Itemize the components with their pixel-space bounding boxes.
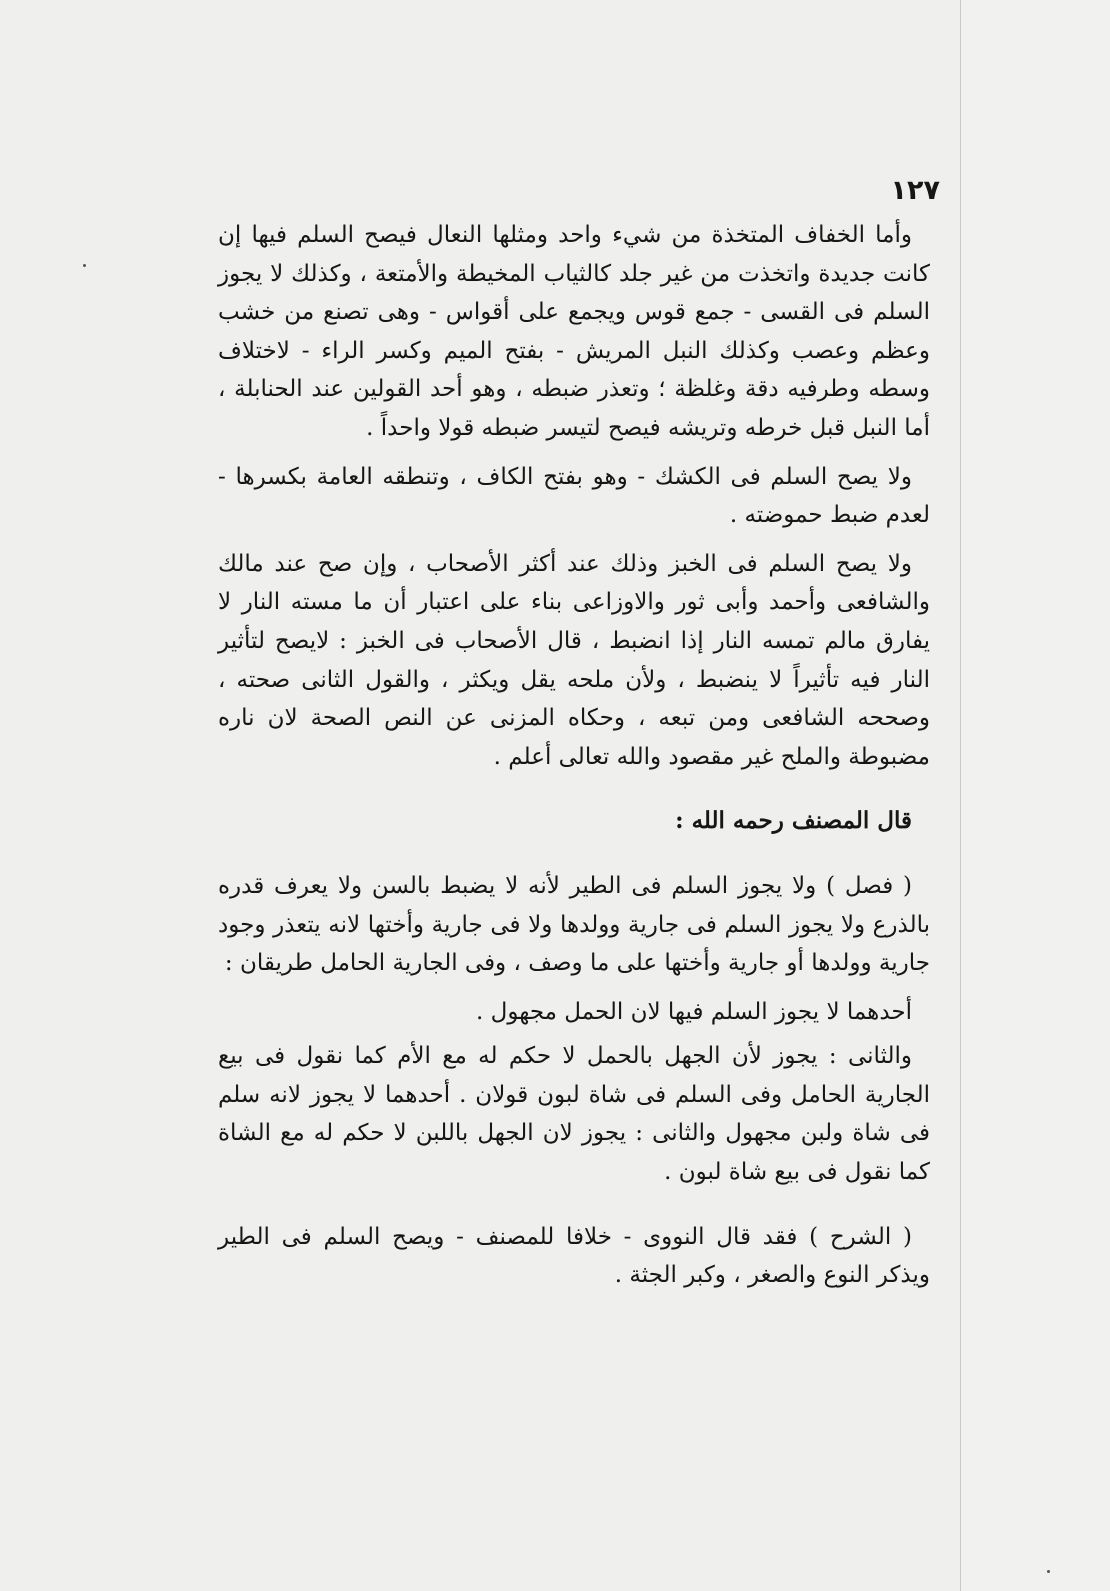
paragraph-kishk: ولا يصح السلم فى الكشك - وهو بفتح الكاف ، وتنطقه العامة بكسرها - لعدم ضبط حموضته . [218,463,930,529]
scan-speck [1047,1570,1050,1573]
section-heading: قال المصنف رحمه الله : [675,807,912,835]
paragraph-khubz: ولا يصح السلم فى الخبز وذلك عند أكثر الأصحاب ، وإن صح عند مالك والشافعى وأحمد وأبى ثور والاوزاعى بناء على اعتبار أن ما مسته النار لا يفارق مالم تمسه النار إذا انضبط ، قال الأصحاب فى الخبز : لايصح لتأثير النار فيه تأثيراً لا ينضبط ، ولأن ملحه يقل ويكثر ، والقول الثانى صحته ، وصححه الشافعى ومن تبعه ، وحكاه المزنى عن النص الصحة لان ناره مضبوطة والملح غير مقصود والله تعالى أعلم . [218,550,930,770]
page-number: ١٢٧ [890,175,940,206]
page-margin [961,0,1110,1591]
scan-speck [83,264,86,267]
paragraph-fasl: ( فصل ) ولا يجوز السلم فى الطير لأنه لا يضبط بالسن ولا يعرف قدره بالذرع ولا يجوز السلم فى جارية وولدها ولا فى جارية وأختها لانه يتعذر وجود جارية وولدها أو جارية وأختها على ما وصف ، وفى الجارية الحامل طريقان : [218,872,930,977]
paragraph-khifaf: وأما الخفاف المتخذة من شيء واحد ومثلها النعال فيصح السلم فيها إن كانت جديدة واتخذت من غير جلد كالثياب المخيطة والأمتعة ، وكذلك لا يجوز السلم فى القسى - جمع قوس ويجمع على أقواس - وهى تصنع من خشب وعظم وعصب وكذلك النبل المريش - بفتح الميم وكسر الراء - لاختلاف وسطه وطرفيه دقة وغلظة ؛ وتعذر ضبطه ، وهو أحد القولين عند الحنابلة ، أما النبل قبل خرطه وتريشه فيصح لتيسر ضبطه قولا واحداً . [218,222,930,441]
paragraph-first-opinion: أحدهما لا يجوز السلم فيها لان الحمل مجهول . [476,998,912,1025]
paragraph-sharh: ( الشرح ) فقد قال النووى - خلافا للمصنف - ويصح السلم فى الطير ويذكر النوع والصغر ، وكبر الجثة . [218,1223,930,1289]
page-edge-line [960,0,961,1591]
body-text [218,216,930,1295]
paragraph-second-opinion: والثانى : يجوز لأن الجهل بالحمل لا حكم له مع الأم كما نقول فى بيع الجارية الحامل وفى السلم فى شاة لبون قولان . أحدهما لا يجوز لانه سلم فى شاة ولبن مجهول والثانى : يجوز لان الجهل باللبن لا حكم له مع الشاة كما نقول فى بيع شاة لبون . [218,1043,930,1186]
